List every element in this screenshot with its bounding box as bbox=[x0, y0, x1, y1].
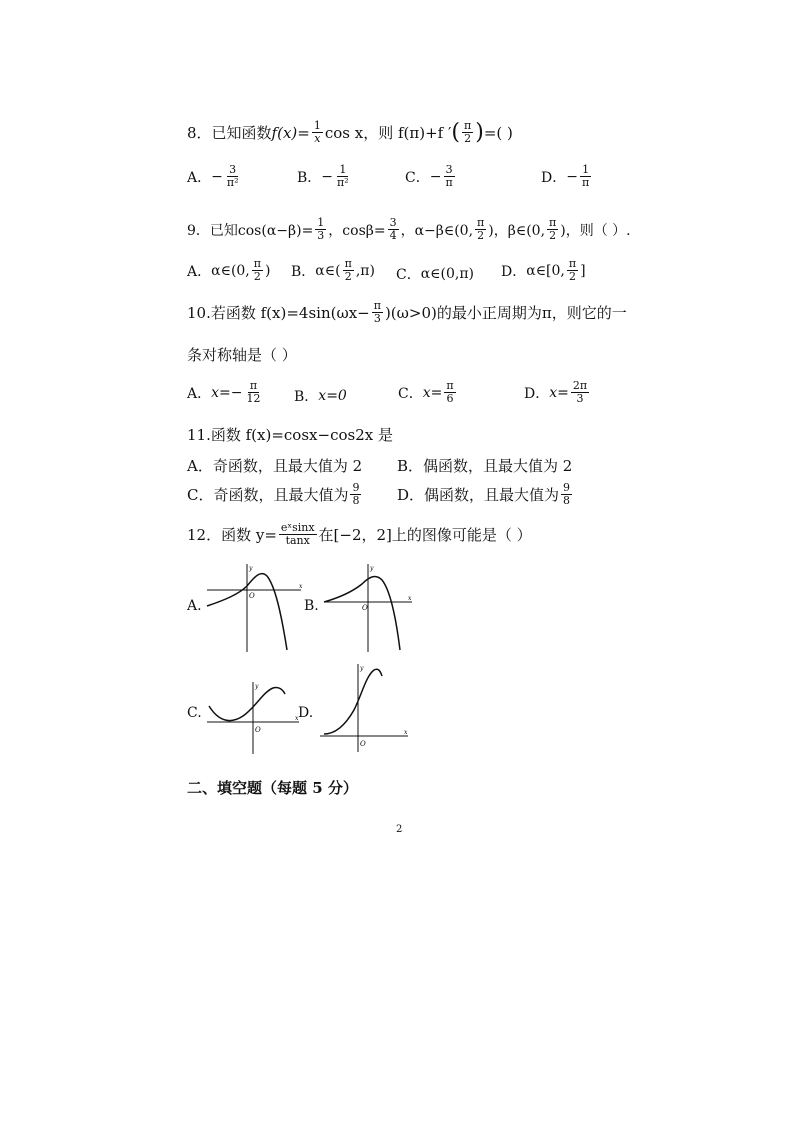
q11-option-a: A．奇函数，且最大值为 2 bbox=[187, 457, 363, 475]
q9-option-c: C． α∈(0,π) bbox=[396, 266, 475, 283]
graph-d-curve bbox=[324, 669, 382, 734]
graph-a-x-label: x bbox=[299, 583, 303, 590]
q9-option-a: A． α∈(0, $\frac{\pi}{2}$ ) bbox=[187, 257, 271, 283]
graph-b-y-label: y bbox=[370, 565, 374, 572]
question-11: 11.函数 f(x)=cosx−cos2x 是 bbox=[187, 426, 393, 444]
q8-prefix: 8．已知函数 bbox=[187, 124, 272, 142]
q10-option-a: A． x=− $\frac{\pi}{12}$ bbox=[187, 379, 261, 405]
graph-c bbox=[205, 680, 301, 756]
q8-option-b: B． − $\frac{1}{\text{π²}}$ bbox=[297, 163, 349, 189]
q11-option-d: D．偶函数，且最大值为 $\frac{9}{8}$ bbox=[397, 481, 571, 507]
q8-fraction: $\frac{1}{x}$ bbox=[313, 119, 321, 145]
q9-option-b: B． α∈( $\frac{\pi}{2}$ ,π) bbox=[291, 257, 375, 283]
q8-option-d: D． − $\frac{1}{\pi}$ bbox=[541, 163, 590, 189]
graph-a bbox=[205, 562, 305, 654]
graph-c-y-label: y bbox=[255, 683, 259, 690]
graph-b-curve bbox=[324, 577, 400, 650]
q10-option-b: B． x=0 bbox=[294, 388, 347, 405]
q8-tail: =( ) bbox=[483, 123, 513, 142]
q8-function: f(x)= bbox=[271, 123, 310, 142]
graph-c-label: C. bbox=[187, 705, 202, 721]
graph-d-origin: O bbox=[360, 740, 366, 748]
q11-option-b: B．偶函数，且最大值为 2 bbox=[397, 457, 573, 475]
graph-a-label: A. bbox=[187, 598, 202, 614]
graph-c-origin: O bbox=[255, 726, 261, 734]
q8-option-c: C． − $\frac{3}{\pi}$ bbox=[405, 163, 453, 189]
question-10-line2: 条对称轴是（ ） bbox=[187, 346, 297, 364]
q9-option-d: D． α∈[0, $\frac{\pi}{2}$ ] bbox=[501, 257, 586, 283]
question-8: 8．已知函数 f(x)= $\frac{1}{x}$ cos x，则 f(π)+f ′ ( $\frac{\pi}{2}$ ) =( ) bbox=[187, 119, 513, 145]
graph-b bbox=[322, 562, 416, 654]
question-10: 10.若函数 f(x)=4sin(ωx− $\frac{\pi}{3}$ )(ω>0)的最小正周期为π，则它的一 bbox=[187, 299, 627, 325]
q11-option-c: C．奇函数，且最大值为 $\frac{9}{8}$ bbox=[187, 481, 360, 507]
graph-b-origin: O bbox=[362, 604, 368, 612]
page-number: 2 bbox=[396, 824, 403, 835]
q10-option-d: D． x= $\frac{2\pi}{3}$ bbox=[524, 379, 588, 405]
graph-c-x-label: x bbox=[295, 715, 299, 722]
graph-b-x-label: x bbox=[408, 595, 412, 602]
graph-a-origin: O bbox=[249, 592, 255, 600]
q8-mid: cos x，则 f(π)+f ′ bbox=[324, 124, 452, 142]
q8-option-a: A． − $\frac{3}{\text{π²}}$ bbox=[187, 163, 239, 189]
question-12: 12．函数 y= $\frac{\text{eˣsinx}}{\tan x}$ 在[−2，2]上的图像可能是（ ） bbox=[187, 521, 532, 547]
graph-d bbox=[318, 662, 412, 754]
graph-c-curve bbox=[209, 687, 285, 720]
q8-arg-fraction: $\frac{\pi}{2}$ bbox=[463, 119, 472, 145]
question-9: 9．已知cos(α−β)= $\frac{1}{3}$ ，cosβ= $\frac{3}{4}$ ，α−β∈(0, $\frac{\pi}{2}$ )，β∈(0, $\frac{\pi}{2}$ )，则（ ）. bbox=[187, 216, 631, 242]
graph-a-y-label: y bbox=[249, 565, 253, 572]
q10-option-c: C． x= $\frac{\pi}{6}$ bbox=[398, 379, 454, 405]
graph-d-label: D. bbox=[298, 705, 314, 721]
graph-b-label: B. bbox=[304, 598, 319, 614]
graph-d-x-label: x bbox=[404, 729, 408, 736]
graph-d-y-label: y bbox=[360, 665, 364, 672]
section-title: 二、填空题（每题 5 分） bbox=[187, 779, 358, 797]
